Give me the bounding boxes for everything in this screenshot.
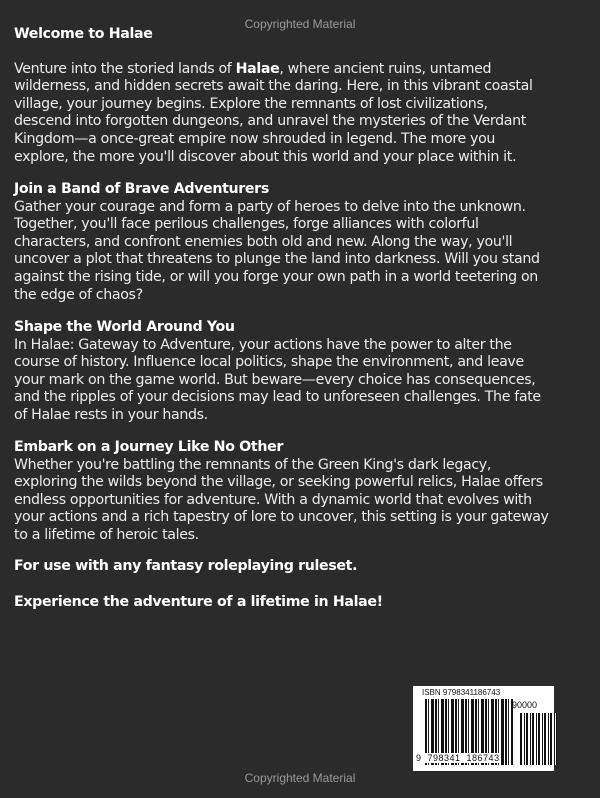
text-line: Venture into the storied lands of Halae, where ancient ruins, untamed xyxy=(14,60,492,77)
tagline-block-1 xyxy=(14,558,599,576)
text-line: against the rising tide, or will you forge your own path in a world teetering on xyxy=(14,268,538,285)
text-line: village, your journey begins. Explore the remnants of lost civilizations, xyxy=(14,95,488,112)
text-line: Together, you'll face perilous challenges, forge alliances with colorful xyxy=(14,216,479,233)
text-line: to a lifetime of heroic tales. xyxy=(14,526,199,543)
section-join xyxy=(14,181,599,304)
text-line: endless opportunities for adventure. With a dynamic world that evolves with xyxy=(14,491,532,508)
section-welcome xyxy=(14,26,599,166)
isbn-label: ISBN 9798341186743 xyxy=(422,688,501,697)
watermark-top: Copyrighted Material xyxy=(244,17,356,31)
text-line: Kingdom—a once-great empire now shrouded in legend. The more you xyxy=(14,130,496,147)
isbn-barcode xyxy=(413,686,554,771)
text-line: uncover a plot that threatens to plunge the land into darkness. Will you stand xyxy=(14,251,540,268)
text-line: wilderness, and hidden secrets await the daring. Here, in this vibrant coastal xyxy=(14,78,533,95)
barcode-digits: 9 798341 186743 xyxy=(416,753,500,763)
section-title: Embark on a Journey Like No Other xyxy=(14,439,283,455)
text-line: Whether you're battling the remnants of the Green King's dark legacy, xyxy=(14,456,492,473)
text-line: explore, the more you'll discover about this world and your place within it. xyxy=(14,148,517,165)
text-line: the edge of chaos? xyxy=(14,286,143,303)
text-line: characters, and confront enemies both old and new. Along the way, you'll xyxy=(14,233,513,250)
addon-barcode-bars xyxy=(520,713,557,765)
text-line: your actions and a rich tapestry of lore to uncover, this setting is your gateway xyxy=(14,509,549,526)
watermark-bottom: Copyrighted Material xyxy=(244,771,356,785)
text-line: exploring the wilds beyond the village, or seeking powerful relics, Halae offers xyxy=(14,474,543,491)
text-line: and the ripples of your decisions may lead to unforeseen challenges. The fate xyxy=(14,389,541,406)
text-line: your mark on the game world. But beware—every choice has consequences, xyxy=(14,371,536,388)
text-line: Gather your courage and form a party of heroes to delve into the unknown. xyxy=(14,198,526,215)
tagline-block-2 xyxy=(14,594,599,612)
section-shape xyxy=(14,319,599,425)
text-line: course of history. Influence local politics, shape the environment, and leave xyxy=(14,354,524,371)
price-code: 90000 xyxy=(512,700,538,710)
tagline-ruleset: For use with any fantasy roleplaying ruleset. xyxy=(14,558,358,574)
section-title: Join a Band of Brave Adventurers xyxy=(14,181,269,197)
tagline-experience: Experience the adventure of a lifetime in Halae! xyxy=(14,594,383,610)
section-embark xyxy=(14,439,599,545)
text-line: In Halae: Gateway to Adventure, your actions have the power to alter the xyxy=(14,336,512,353)
text-line: of Halae rests in your hands. xyxy=(14,406,208,423)
text-line: descend into forgotten dungeons, and unravel the mysteries of the Verdant xyxy=(14,113,526,130)
section-title: Welcome to Halae xyxy=(14,26,153,42)
section-title: Shape the World Around You xyxy=(14,319,235,335)
